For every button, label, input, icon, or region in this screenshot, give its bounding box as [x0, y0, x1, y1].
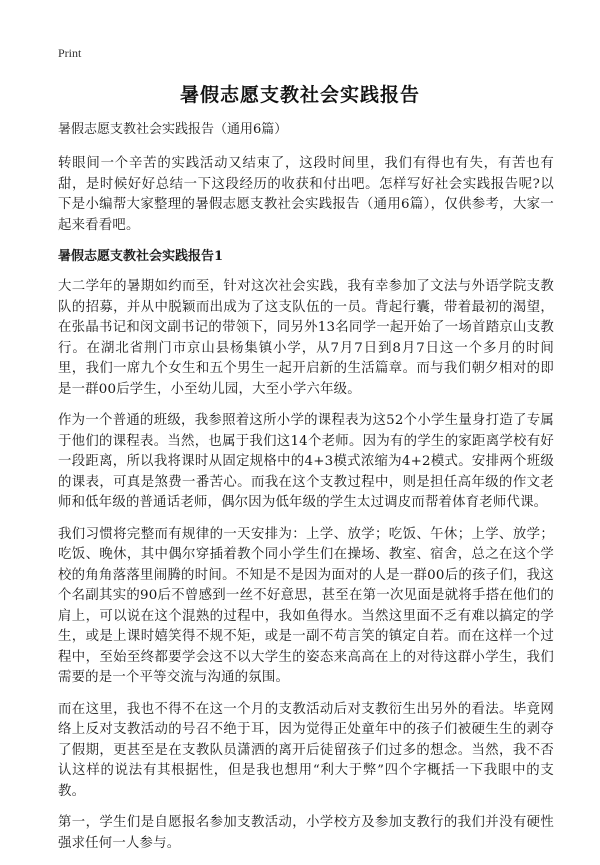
- body-paragraph: 大二学年的暑期如约而至，针对这次社会实践，我有幸参加了文法与外语学院支教队的招募，并从中脱颖而出成为了这支队伍的一员。背起行囊，带着最初的渴望，在张晶书记和闵文副书记的带领下，同另外13名同学一起开始了一场首踏京山支教行。在湖北省荆门市京山县杨集镇小学，从7月7日到8月7日这一个多月的时间里，我们一席九个女生和五个男生一起开启新的生活篇章。而与我们朝夕相对的即是一群00后学生，小至幼儿园，大至小学六年级。: [58, 279, 554, 397]
- intro-paragraph: 转眼间一个辛苦的实践活动又结束了，这段时间里，我们有得也有失，有苦也有甜，是时候好好总结一下这段经历的收获和付出吧。怎样写好社会实践报告呢?以下是小编帮大家整理的暑假志愿支教社会实践报告（通用6篇），仅供参考，大家一起来看看吧。: [58, 156, 554, 233]
- body-paragraph: 作为一个普通的班级，我参照着这所小学的课程表为这52个小学生量身打造了专属于他们的课程表。当然，也属于我们这14个老师。因为有的学生的家距离学校有好一段距离，所以我将课时从固定规格中的4+3模式浓缩为4+2模式。安排两个班级的课表，可真是煞费一番苦心。而我在这个支教过程中，则是担任高年级的作文老师和低年级的普通话老师，偶尔因为低年级的学生太过调皮而帮着体育老师代课。: [58, 413, 554, 510]
- section-heading: 暑假志愿支教社会实践报告1: [58, 249, 224, 264]
- body-paragraph: 第一，学生们是自愿报名参加支教活动，小学校方及参加支教行的我们并没有硬性强求任何一人参与。: [58, 815, 554, 851]
- body-paragraph: 而在这里，我也不得不在这一个月的支教活动后对支教衍生出另外的看法。毕竟网络上反对支教活动的号召不绝于耳，因为觉得正处童年中的孩子们被硬生生的剥夺了假期，更甚至是在支教队员潇洒的离开后徒留孩子们过多的想念。当然，我不否认这样的说法有其根据性，但是我也想用“利大于弊”四个字概括一下我眼中的支教。: [58, 701, 554, 799]
- body-paragraph: 我们习惯将完整而有规律的一天安排为：上学、放学；吃饭、午休；上学、放学；吃饭、晚休，其中偶尔穿插着教个同小学生们在操场、教室、宿舍，总之在这个学校的角角落落里闹腾的时间。不知是不是因为面对的人是一群00后的孩子们，我这个名副其实的90后不曾感到一丝不好意思，甚至在第一次见面是就将手搭在他们的肩上，可以说在这个混熟的过程中，我如鱼得水。当然这里面不乏有难以搞定的学生，或是上课时嬉笑得不规不矩，或是一副不苟言笑的镇定自若。而在这样一个过程中，至始至终都要学会这不以大学生的姿态来高高在上的对待这群小学生，我们需要的是一个平等交流与沟通的氛围。: [58, 526, 554, 685]
- document-subtitle: 暑假志愿支教社会实践报告（通用6篇）: [58, 122, 288, 137]
- document-title: 暑假志愿支教社会实践报告: [179, 84, 420, 106]
- document-body: [58, 120, 554, 865]
- print-label[interactable]: Print: [58, 46, 82, 60]
